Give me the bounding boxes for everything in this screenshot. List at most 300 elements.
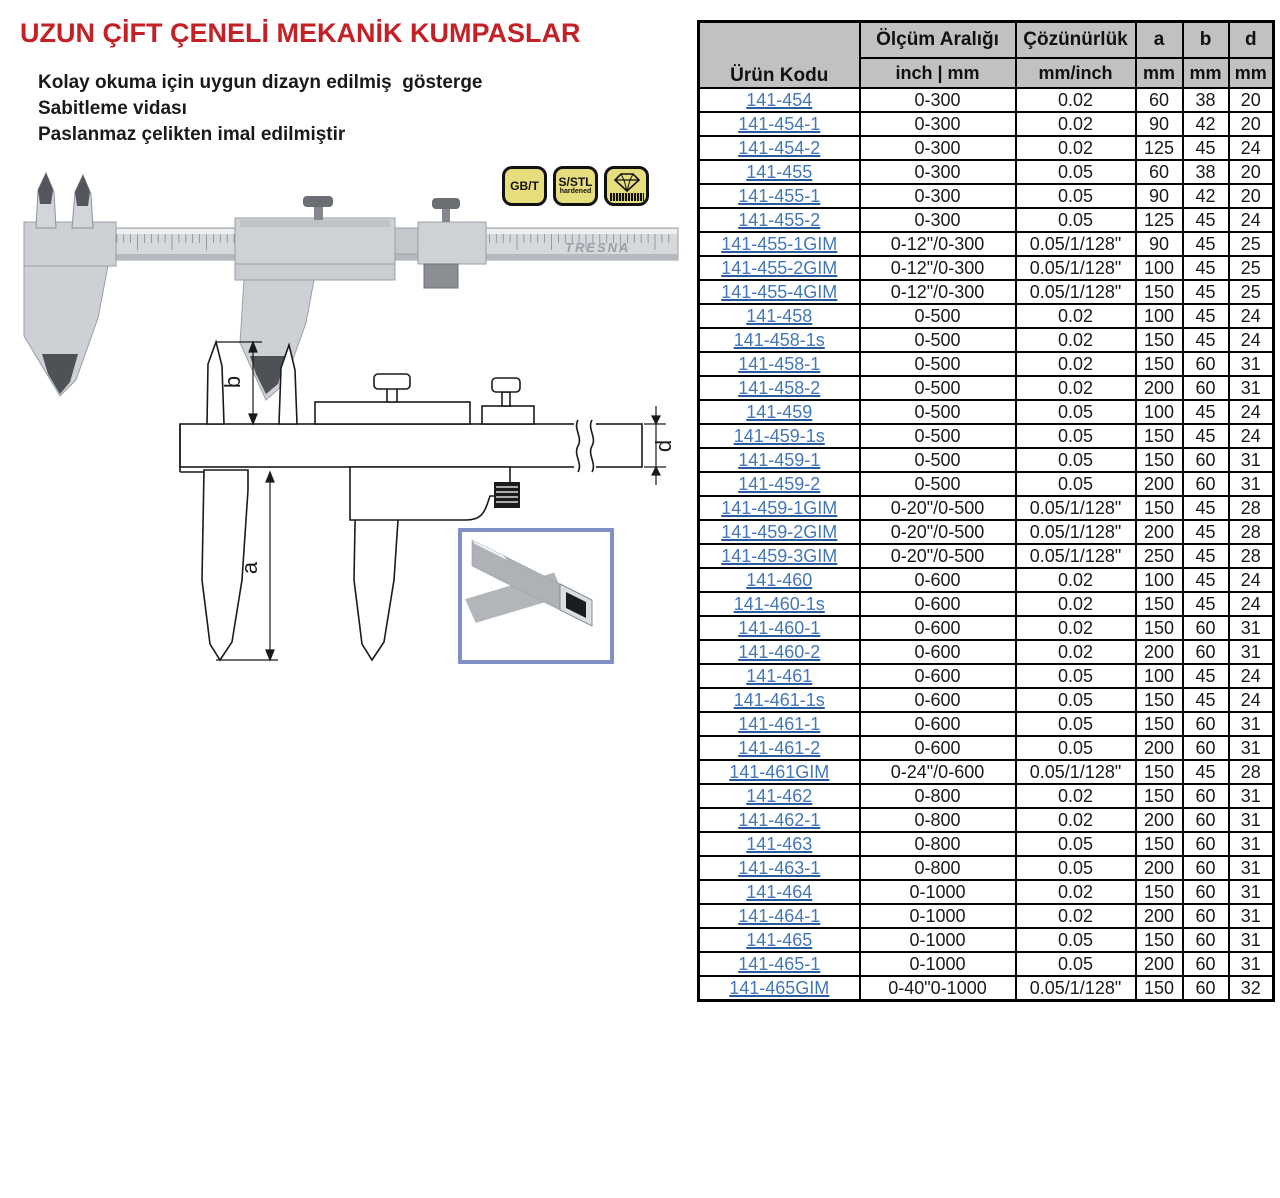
col-header-range: Ölçüm Aralığı: [860, 22, 1016, 59]
b-cell: 45: [1183, 232, 1229, 256]
b-cell: 45: [1183, 568, 1229, 592]
table-row: [699, 640, 1274, 664]
col-unit-a: mm: [1136, 58, 1183, 88]
product-code-cell: [699, 832, 860, 856]
b-cell: 60: [1183, 808, 1229, 832]
b-cell: 45: [1183, 592, 1229, 616]
a-cell: 60: [1136, 160, 1183, 184]
fixed-head: [24, 222, 116, 266]
b-cell: 45: [1183, 424, 1229, 448]
product-code-cell: [699, 808, 860, 832]
badge-gbt-label: GB/T: [510, 179, 539, 193]
resolution-cell: 0.05: [1016, 448, 1136, 472]
range-cell: 0-600: [860, 592, 1016, 616]
product-code-cell: [699, 424, 860, 448]
product-code-link[interactable]: 141-465GIM: [729, 978, 830, 998]
b-cell: 45: [1183, 544, 1229, 568]
range-cell: 0-600: [860, 640, 1016, 664]
product-code-link[interactable]: 141-455-4GIM: [721, 282, 838, 302]
d-cell: 31: [1229, 352, 1274, 376]
table-row: [699, 352, 1274, 376]
b-cell: 45: [1183, 688, 1229, 712]
product-code-link[interactable]: 141-461-2: [738, 738, 821, 758]
table-row: [699, 376, 1274, 400]
product-code-cell: [699, 352, 860, 376]
d-cell: 24: [1229, 688, 1274, 712]
range-cell: 0-20"/0-500: [860, 520, 1016, 544]
range-cell: 0-24"/0-600: [860, 760, 1016, 784]
a-cell: 150: [1136, 280, 1183, 304]
product-code-cell: [699, 784, 860, 808]
a-cell: 150: [1136, 496, 1183, 520]
range-cell: 0-800: [860, 832, 1016, 856]
resolution-cell: 0.05: [1016, 952, 1136, 976]
product-code-cell: [699, 160, 860, 184]
lock-button: [424, 264, 458, 288]
a-cell: 150: [1136, 448, 1183, 472]
product-code-cell: [699, 136, 860, 160]
range-cell: 0-500: [860, 400, 1016, 424]
resolution-cell: 0.02: [1016, 592, 1136, 616]
product-code-link[interactable]: 141-460-2: [738, 642, 821, 662]
a-cell: 150: [1136, 976, 1183, 1001]
b-cell: 60: [1183, 616, 1229, 640]
resolution-cell: 0.05/1/128": [1016, 256, 1136, 280]
range-cell: 0-40"0-1000: [860, 976, 1016, 1001]
table-row: [699, 904, 1274, 928]
d-cell: 31: [1229, 856, 1274, 880]
d-cell: 31: [1229, 880, 1274, 904]
dim-label-d: d: [651, 439, 676, 453]
d-cell: 20: [1229, 88, 1274, 112]
d-cell: 24: [1229, 304, 1274, 328]
product-code-cell: [699, 592, 860, 616]
table-row: [699, 472, 1274, 496]
product-code-link[interactable]: 141-454-1: [738, 114, 821, 134]
a-cell: 100: [1136, 304, 1183, 328]
d-cell: 31: [1229, 616, 1274, 640]
d-cell: 24: [1229, 208, 1274, 232]
table-row: [699, 688, 1274, 712]
b-cell: 45: [1183, 400, 1229, 424]
col-unit-d: mm: [1229, 58, 1274, 88]
range-cell: 0-600: [860, 616, 1016, 640]
table-row: [699, 328, 1274, 352]
resolution-cell: 0.02: [1016, 808, 1136, 832]
thumb-screw: [303, 196, 333, 207]
product-code-link[interactable]: 141-465-1: [738, 954, 821, 974]
drawing-fine-adjust: [482, 406, 534, 424]
range-cell: 0-800: [860, 856, 1016, 880]
d-cell: 24: [1229, 568, 1274, 592]
resolution-cell: 0.02: [1016, 880, 1136, 904]
a-cell: 125: [1136, 136, 1183, 160]
d-cell: 28: [1229, 520, 1274, 544]
b-cell: 60: [1183, 784, 1229, 808]
drawing-slider-lower: [350, 467, 510, 520]
range-cell: 0-600: [860, 688, 1016, 712]
product-code-link[interactable]: 141-461: [746, 666, 813, 686]
resolution-cell: 0.02: [1016, 904, 1136, 928]
b-cell: 38: [1183, 160, 1229, 184]
table-row: [699, 760, 1274, 784]
resolution-cell: 0.05: [1016, 208, 1136, 232]
table-row: [699, 880, 1274, 904]
d-cell: 28: [1229, 496, 1274, 520]
d-cell: 32: [1229, 976, 1274, 1001]
feature-list: [38, 70, 483, 148]
a-cell: 150: [1136, 784, 1183, 808]
table-row: [699, 736, 1274, 760]
product-code-cell: [699, 904, 860, 928]
resolution-cell: 0.05: [1016, 400, 1136, 424]
product-code-link[interactable]: 141-458-1: [738, 354, 821, 374]
product-code-cell: [699, 688, 860, 712]
b-cell: 45: [1183, 280, 1229, 304]
resolution-cell: 0.05/1/128": [1016, 232, 1136, 256]
feature-item: Sabitleme vidası: [38, 98, 187, 119]
product-code-link[interactable]: 141-461-1: [738, 714, 821, 734]
a-cell: 150: [1136, 328, 1183, 352]
b-cell: 45: [1183, 136, 1229, 160]
product-code-cell: [699, 616, 860, 640]
range-cell: 0-600: [860, 568, 1016, 592]
table-row: [699, 160, 1274, 184]
product-code-cell: [699, 112, 860, 136]
d-cell: 20: [1229, 184, 1274, 208]
dimension-d: [644, 406, 676, 485]
d-cell: 31: [1229, 472, 1274, 496]
product-code-cell: [699, 520, 860, 544]
table-row: [699, 664, 1274, 688]
b-cell: 45: [1183, 760, 1229, 784]
a-cell: 200: [1136, 856, 1183, 880]
product-code-cell: [699, 856, 860, 880]
resolution-cell: 0.02: [1016, 304, 1136, 328]
d-cell: 31: [1229, 832, 1274, 856]
product-code-cell: [699, 736, 860, 760]
resolution-cell: 0.05/1/128": [1016, 760, 1136, 784]
a-cell: 150: [1136, 712, 1183, 736]
d-cell: 31: [1229, 736, 1274, 760]
table-row: [699, 136, 1274, 160]
range-cell: 0-500: [860, 424, 1016, 448]
a-cell: 200: [1136, 736, 1183, 760]
table-row: [699, 304, 1274, 328]
resolution-cell: 0.05/1/128": [1016, 976, 1136, 1001]
resolution-cell: 0.02: [1016, 616, 1136, 640]
d-cell: 20: [1229, 160, 1274, 184]
d-cell: 24: [1229, 664, 1274, 688]
resolution-cell: 0.02: [1016, 568, 1136, 592]
d-cell: 24: [1229, 592, 1274, 616]
product-code-link[interactable]: 141-459-3GIM: [721, 546, 838, 566]
table-row: [699, 544, 1274, 568]
fine-adjust-unit: [418, 222, 486, 264]
col-unit-resolution: mm/inch: [1016, 58, 1136, 88]
product-code-link[interactable]: 141-462: [746, 786, 813, 806]
b-cell: 45: [1183, 256, 1229, 280]
d-cell: 24: [1229, 400, 1274, 424]
a-cell: 150: [1136, 688, 1183, 712]
resolution-cell: 0.05: [1016, 928, 1136, 952]
product-code-link[interactable]: 141-458-2: [738, 378, 821, 398]
d-cell: 24: [1229, 424, 1274, 448]
brand-text: TRESNA: [565, 240, 631, 255]
drawing-upper-jaw-slider: [279, 345, 297, 424]
a-cell: 90: [1136, 112, 1183, 136]
range-cell: 0-300: [860, 136, 1016, 160]
b-cell: 60: [1183, 904, 1229, 928]
product-code-link[interactable]: 141-464-1: [738, 906, 821, 926]
a-cell: 150: [1136, 760, 1183, 784]
dim-label-b: b: [220, 375, 245, 389]
table-row: [699, 520, 1274, 544]
product-code-link[interactable]: 141-458: [746, 306, 813, 326]
range-cell: 0-800: [860, 808, 1016, 832]
thumb-screw: [432, 198, 460, 209]
badge-sstl-sublabel: hardened: [559, 188, 592, 195]
badge-sstl-label: S/STL: [558, 175, 593, 189]
d-cell: 31: [1229, 448, 1274, 472]
resolution-cell: 0.05/1/128": [1016, 280, 1136, 304]
resolution-cell: 0.05: [1016, 664, 1136, 688]
product-code-cell: [699, 496, 860, 520]
product-code-link[interactable]: 141-465: [746, 930, 813, 950]
product-code-link[interactable]: 141-454: [746, 90, 813, 110]
col-header-resolution: Çözünürlük: [1016, 22, 1136, 59]
product-code-link[interactable]: 141-455-1GIM: [721, 234, 838, 254]
product-code-link[interactable]: 141-462-1: [738, 810, 821, 830]
product-code-cell: [699, 184, 860, 208]
product-code-link[interactable]: 141-463-1: [738, 858, 821, 878]
range-cell: 0-500: [860, 352, 1016, 376]
table-row: [699, 448, 1274, 472]
range-cell: 0-300: [860, 160, 1016, 184]
table-row: [699, 568, 1274, 592]
range-cell: 0-300: [860, 208, 1016, 232]
drawing-slider-upper: [315, 402, 470, 424]
a-cell: 100: [1136, 568, 1183, 592]
table-row: [699, 400, 1274, 424]
range-cell: 0-500: [860, 448, 1016, 472]
range-cell: 0-20"/0-500: [860, 496, 1016, 520]
product-code-cell: [699, 952, 860, 976]
product-code-link[interactable]: 141-455-1: [738, 186, 821, 206]
a-cell: 150: [1136, 832, 1183, 856]
product-code-link[interactable]: 141-459: [746, 402, 813, 422]
feature-item: Kolay okuma için uygun dizayn edilmiş gösterge: [38, 72, 483, 93]
d-cell: 31: [1229, 904, 1274, 928]
range-cell: 0-500: [860, 376, 1016, 400]
product-code-cell: [699, 256, 860, 280]
col-header-a: a: [1136, 22, 1183, 59]
b-cell: 45: [1183, 520, 1229, 544]
a-cell: 100: [1136, 400, 1183, 424]
resolution-cell: 0.05: [1016, 856, 1136, 880]
a-cell: 90: [1136, 232, 1183, 256]
feature-item: Paslanmaz çelikten imal edilmiştir: [38, 124, 346, 145]
a-cell: 150: [1136, 928, 1183, 952]
table-body: [699, 88, 1274, 1001]
product-code-cell: [699, 400, 860, 424]
product-code-link[interactable]: 141-460-1: [738, 618, 821, 638]
product-code-link[interactable]: 141-459-1s: [733, 426, 825, 446]
resolution-cell: 0.05: [1016, 472, 1136, 496]
drawing-thumb-screw: [374, 374, 410, 389]
b-cell: 60: [1183, 928, 1229, 952]
a-cell: 200: [1136, 952, 1183, 976]
resolution-cell: 0.02: [1016, 328, 1136, 352]
a-cell: 200: [1136, 640, 1183, 664]
dim-label-a: a: [237, 561, 262, 575]
range-cell: 0-800: [860, 784, 1016, 808]
col-header-b: b: [1183, 22, 1229, 59]
d-cell: 24: [1229, 136, 1274, 160]
range-cell: 0-12"/0-300: [860, 256, 1016, 280]
a-cell: 200: [1136, 808, 1183, 832]
b-cell: 60: [1183, 376, 1229, 400]
range-cell: 0-600: [860, 664, 1016, 688]
a-cell: 200: [1136, 520, 1183, 544]
product-spec-table: [697, 20, 1275, 1002]
d-cell: 25: [1229, 232, 1274, 256]
d-cell: 25: [1229, 280, 1274, 304]
product-code-link[interactable]: 141-459-2GIM: [721, 522, 838, 542]
product-code-cell: [699, 976, 860, 1001]
product-code-link[interactable]: 141-464: [746, 882, 813, 902]
d-cell: 31: [1229, 808, 1274, 832]
d-cell: 31: [1229, 640, 1274, 664]
range-cell: 0-600: [860, 712, 1016, 736]
col-header-product-code: Ürün Kodu: [699, 22, 860, 89]
product-code-link[interactable]: 141-455: [746, 162, 813, 182]
a-cell: 200: [1136, 472, 1183, 496]
table-row: [699, 280, 1274, 304]
resolution-cell: 0.05: [1016, 688, 1136, 712]
range-cell: 0-1000: [860, 952, 1016, 976]
product-code-link[interactable]: 141-459-1GIM: [721, 498, 838, 518]
a-cell: 250: [1136, 544, 1183, 568]
a-cell: 100: [1136, 256, 1183, 280]
table-row: [699, 424, 1274, 448]
product-code-cell: [699, 376, 860, 400]
a-cell: 150: [1136, 616, 1183, 640]
resolution-cell: 0.05: [1016, 712, 1136, 736]
page-title: UZUN ÇİFT ÇENELİ MEKANİK KUMPASLAR: [20, 18, 581, 48]
range-cell: 0-300: [860, 112, 1016, 136]
b-cell: 38: [1183, 88, 1229, 112]
drawing-thumb-screw: [492, 378, 520, 392]
col-unit-b: mm: [1183, 58, 1229, 88]
d-cell: 25: [1229, 256, 1274, 280]
resolution-cell: 0.02: [1016, 640, 1136, 664]
product-code-link[interactable]: 141-460-1s: [733, 594, 825, 614]
table-row: [699, 784, 1274, 808]
d-cell: 31: [1229, 952, 1274, 976]
resolution-cell: 0.05/1/128": [1016, 496, 1136, 520]
b-cell: 45: [1183, 496, 1229, 520]
range-cell: 0-1000: [860, 928, 1016, 952]
resolution-cell: 0.05: [1016, 832, 1136, 856]
product-code-link[interactable]: 141-455-2GIM: [721, 258, 838, 278]
b-cell: 42: [1183, 184, 1229, 208]
product-code-link[interactable]: 141-463: [746, 834, 813, 854]
resolution-cell: 0.05/1/128": [1016, 520, 1136, 544]
a-cell: 150: [1136, 880, 1183, 904]
resolution-cell: 0.05: [1016, 184, 1136, 208]
product-code-cell: [699, 664, 860, 688]
a-cell: 150: [1136, 352, 1183, 376]
d-cell: 31: [1229, 712, 1274, 736]
resolution-cell: 0.02: [1016, 352, 1136, 376]
product-code-cell: [699, 208, 860, 232]
product-code-link[interactable]: 141-460: [746, 570, 813, 590]
resolution-cell: 0.05: [1016, 736, 1136, 760]
product-code-cell: [699, 232, 860, 256]
table-row: [699, 88, 1274, 112]
range-cell: 0-300: [860, 184, 1016, 208]
resolution-cell: 0.05/1/128": [1016, 544, 1136, 568]
range-cell: 0-500: [860, 328, 1016, 352]
a-cell: 100: [1136, 664, 1183, 688]
resolution-cell: 0.02: [1016, 88, 1136, 112]
product-code-cell: [699, 712, 860, 736]
table-row: [699, 856, 1274, 880]
resolution-cell: 0.02: [1016, 112, 1136, 136]
range-cell: 0-600: [860, 736, 1016, 760]
b-cell: 45: [1183, 664, 1229, 688]
product-code-link[interactable]: 141-461GIM: [729, 762, 830, 782]
product-code-cell: [699, 280, 860, 304]
product-code-link[interactable]: 141-459-2: [738, 474, 821, 494]
product-code-link[interactable]: 141-461-1s: [733, 690, 825, 710]
a-cell: 200: [1136, 376, 1183, 400]
resolution-cell: 0.02: [1016, 784, 1136, 808]
d-cell: 31: [1229, 376, 1274, 400]
product-code-cell: [699, 544, 860, 568]
a-cell: 200: [1136, 904, 1183, 928]
product-code-cell: [699, 88, 860, 112]
product-code-link[interactable]: 141-454-2: [738, 138, 821, 158]
a-cell: 150: [1136, 424, 1183, 448]
d-cell: 28: [1229, 544, 1274, 568]
b-cell: 60: [1183, 352, 1229, 376]
product-code-link[interactable]: 141-459-1: [738, 450, 821, 470]
table-row: [699, 208, 1274, 232]
b-cell: 60: [1183, 640, 1229, 664]
beam-cross-section-inset: [458, 528, 614, 664]
b-cell: 42: [1183, 112, 1229, 136]
product-code-link[interactable]: 141-455-2: [738, 210, 821, 230]
range-cell: 0-12"/0-300: [860, 280, 1016, 304]
b-cell: 60: [1183, 448, 1229, 472]
d-cell: 28: [1229, 760, 1274, 784]
table-row: [699, 592, 1274, 616]
product-code-cell: [699, 472, 860, 496]
b-cell: 60: [1183, 976, 1229, 1001]
product-code-link[interactable]: 141-458-1s: [733, 330, 825, 350]
b-cell: 60: [1183, 856, 1229, 880]
b-cell: 60: [1183, 832, 1229, 856]
table-row: [699, 928, 1274, 952]
product-code-cell: [699, 568, 860, 592]
a-cell: 150: [1136, 592, 1183, 616]
b-cell: 45: [1183, 304, 1229, 328]
range-cell: 0-500: [860, 472, 1016, 496]
col-unit-range: inch | mm: [860, 58, 1016, 88]
table-row: [699, 832, 1274, 856]
